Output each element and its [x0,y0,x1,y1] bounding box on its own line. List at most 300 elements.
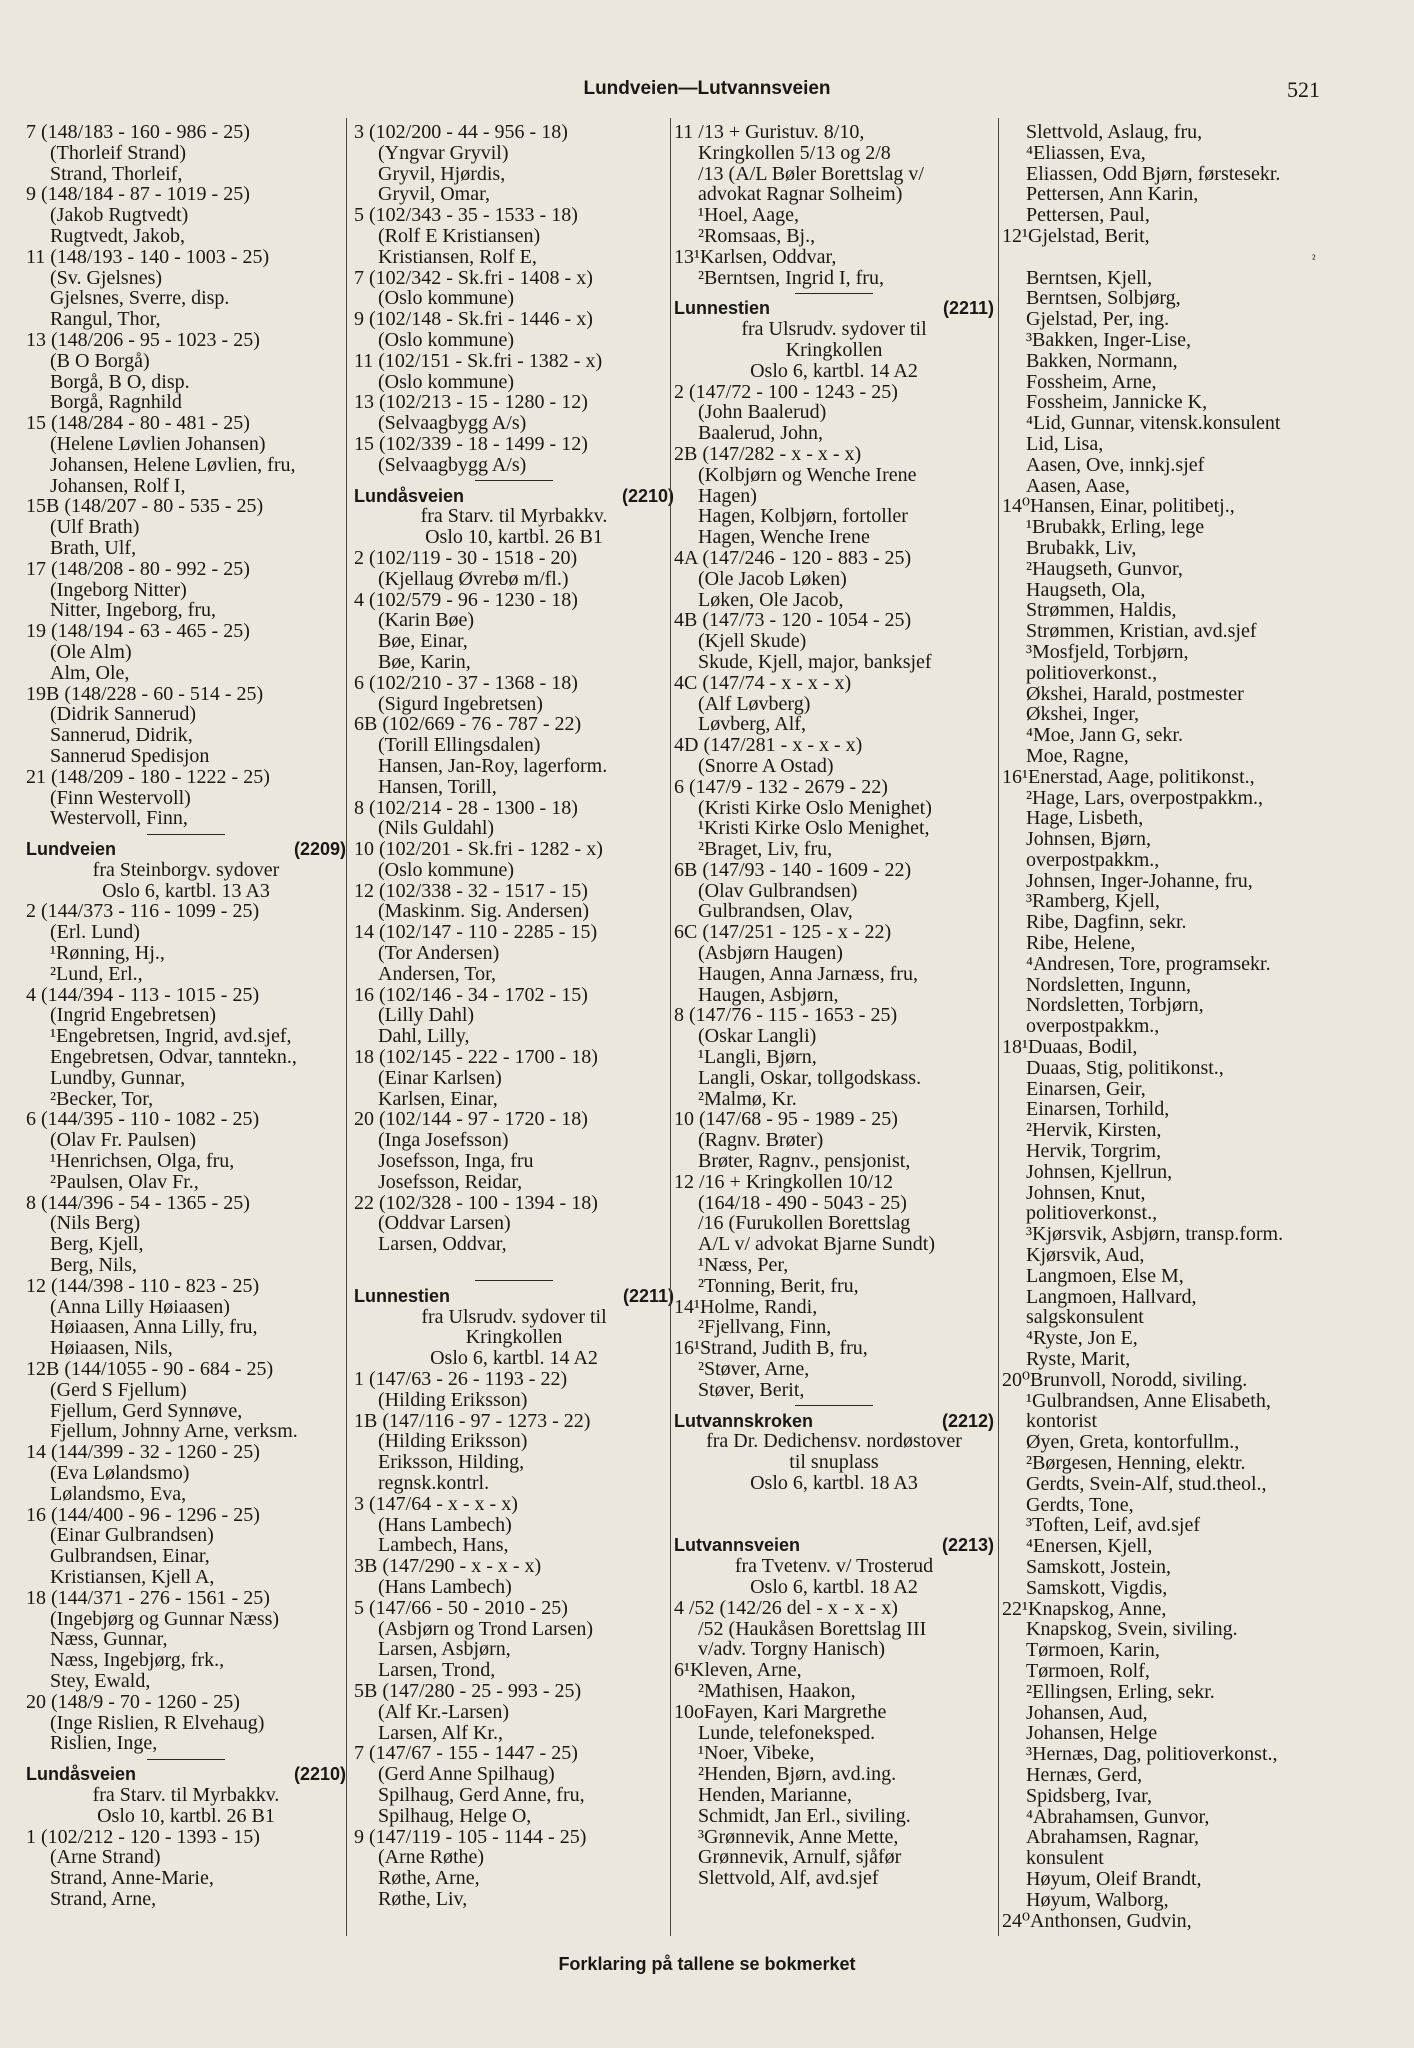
street-description: Kringkollen [785,338,883,361]
resident-line: Ribe, Dagfinn, sekr. [1026,911,1187,934]
resident-line: Westervoll, Finn, [50,807,188,830]
resident-line: Løvberg, Alf, [698,713,806,736]
address-entry: 19 (148/194 - 63 - 465 - 25) [26,620,250,643]
resident-line: overpostpakkm., [1026,1015,1160,1038]
address-entry: 22 (102/328 - 100 - 1394 - 18) [354,1191,598,1214]
resident-line: ⁴Ryste, Jon E, [1026,1327,1138,1350]
address-entry: 24⁰Anthonsen, Gudvin, [1002,1909,1192,1932]
address-entry: 12 (102/338 - 32 - 1517 - 15) [354,879,588,902]
resident-line: Berntsen, Kjell, [1026,266,1153,289]
resident-line: (Ragnv. Brøter) [698,1129,824,1152]
section-divider [354,1276,674,1286]
street-heading [26,839,346,860]
resident-line: Røthe, Arne, [378,1867,480,1890]
street-description: fra Dr. Dedichensv. nordøstover [706,1430,962,1453]
resident-line: Hansen, Jan-Roy, lagerform. [378,754,608,777]
resident-line: Johnsen, Inger-Johanne, fru, [1026,869,1253,892]
resident-line: Schmidt, Jan Erl., siviling. [698,1804,911,1827]
resident-line: Gulbrandsen, Olav, [698,900,853,923]
resident-line: (Selvaagbygg A/s) [378,412,527,435]
resident-line: kontorist [1026,1410,1098,1433]
resident-line: Høyum, Walborg, [1026,1888,1169,1911]
street-name: Lunnestien [674,298,771,319]
resident-line: Hagen, Kolbjørn, fortoller [698,505,908,528]
street-code: (2211) [942,298,994,319]
column-1 [26,122,346,1910]
page-number: 521 [1287,77,1320,102]
resident-line: (Hans Lambech) [378,1513,512,1536]
address-entry: 12¹Gjelstad, Berit, [1002,224,1150,247]
street-code: (2211) [622,1285,674,1306]
address-entry: 9 (147/119 - 105 - 1144 - 25) [354,1825,587,1848]
page-header [0,78,1414,104]
resident-line: (Oskar Langli) [698,1025,817,1048]
resident-line: Johnsen, Bjørn, [1026,828,1151,851]
resident-line: Gryvil, Omar, [378,183,490,206]
section-divider [26,1754,346,1764]
resident-line: (Jakob Rugtvedt) [50,204,189,227]
resident-line: Larsen, Oddvar, [378,1233,507,1256]
resident-line: Berg, Nils, [50,1254,137,1277]
resident-line: Langli, Oskar, tollgodskass. [698,1066,922,1089]
resident-line: (Didrik Sannerud) [50,703,197,726]
address-entry: 18 (144/371 - 276 - 1561 - 25) [26,1586,270,1609]
resident-line: (Ingeborg Nitter) [50,578,187,601]
resident-line: Gulbrandsen, Einar, [50,1545,210,1568]
address-entry: 1 (147/63 - 26 - 1193 - 22) [354,1368,568,1391]
address-entry: 5B (147/280 - 25 - 993 - 25) [354,1679,582,1702]
resident-line: (Gerd S Fjellum) [50,1378,187,1401]
address-entry: 4A (147/246 - 120 - 883 - 25) [674,546,912,569]
resident-line: ²Hervik, Kirsten, [1026,1119,1162,1142]
resident-line: Nordsletten, Torbjørn, [1026,994,1204,1017]
resident-line: Rangul, Thor, [50,308,161,331]
street-description: Oslo 6, kartbl. 14 A2 [750,359,918,382]
street-description: fra Steinborgv. sydover [92,858,280,881]
address-entry: 11 /13 + Guristuv. 8/10, [674,121,865,143]
address-entry: 18¹Duaas, Bodil, [1002,1036,1138,1059]
resident-line: Støver, Berit, [698,1378,805,1401]
resident-line: politioverkonst., [1026,661,1158,684]
resident-line: Kristiansen, Kjell A, [50,1565,215,1588]
resident-line: (Hans Lambech) [378,1575,512,1598]
resident-line: Spilhaug, Helge O, [378,1804,532,1827]
resident-line: Gjelstad, Per, ing. [1026,308,1170,331]
column-4 [1002,122,1322,1931]
resident-line: (Oslo kommune) [378,287,515,310]
resident-line: Hansen, Torill, [378,775,497,798]
resident-line: (Snorre A Ostad) [698,754,834,777]
resident-line: ³Kjørsvik, Asbjørn, transp.form. [1026,1223,1284,1246]
resident-line: (Eva Lølandsmo) [50,1462,190,1484]
column-divider [998,118,999,1936]
resident-line: (Hilding Eriksson) [378,1430,528,1453]
resident-line: ¹Noer, Vibeke, [698,1742,815,1765]
resident-line: Slettvold, Alf, avd.sjef [698,1867,879,1890]
address-entry: 15 (102/339 - 18 - 1499 - 12) [354,432,588,455]
resident-line: Lid, Lisa, [1026,432,1104,455]
resident-line: Samskott, Jostein, [1026,1555,1172,1578]
street-code: (2209) [293,839,346,860]
address-entry: 9 (148/184 - 87 - 1019 - 25) [26,183,250,206]
street-code: (2210) [293,1764,346,1785]
street-description: Oslo 6, kartbl. 18 A2 [750,1575,918,1598]
resident-line: (Einar Karlsen) [378,1066,502,1089]
resident-line: ¹Rønning, Hj., [50,942,165,965]
resident-line: ²Henden, Bjørn, avd.ing. [698,1763,897,1786]
resident-line: Johansen, Aud, [1026,1701,1148,1724]
address-entry: 15 (148/284 - 80 - 481 - 25) [26,412,250,435]
resident-line: (Alf Løvberg) [698,692,811,715]
resident-line: Strømmen, Kristian, avd.sjef [1026,620,1257,643]
resident-line: (Oslo kommune) [378,858,515,881]
street-description: fra Ulsrudv. sydover til [741,318,927,341]
street-description: Oslo 6, kartbl. 14 A2 [430,1347,598,1370]
resident-line: Bøe, Einar, [378,630,468,653]
resident-line: ¹Brubakk, Erling, lege [1026,516,1205,539]
resident-line: A/L v/ advokat Bjarne Sundt) [698,1233,935,1256]
resident-line: ³Toften, Leif, avd.sjef [1026,1514,1200,1537]
address-entry: 10oFayen, Kari Margrethe [674,1700,887,1723]
address-entry: 21 (148/209 - 180 - 1222 - 25) [26,765,270,788]
resident-line: ²Hage, Lars, overpostpakkm., [1026,786,1264,809]
resident-line: Einarsen, Torhild, [1026,1098,1170,1121]
resident-line: Lambech, Hans, [378,1534,509,1557]
resident-line: Haugseth, Ola, [1026,578,1146,601]
resident-line: (Kristi Kirke Oslo Menighet) [698,796,932,819]
resident-line: Borgå, Ragnhild [50,391,182,414]
resident-line: ²Braget, Liv, fru, [698,838,833,861]
address-entry: 6B (147/93 - 140 - 1609 - 22) [674,858,912,881]
resident-line: (Tor Andersen) [378,942,500,965]
resident-line: Brøter, Ragnv., pensjonist, [698,1150,911,1173]
address-entry: 10 (102/201 - Sk.fri - 1282 - x) [354,838,603,861]
resident-line: ¹Gulbrandsen, Anne Elisabeth, [1026,1389,1271,1412]
resident-line: Johansen, Helge [1026,1722,1158,1745]
resident-line: Andersen, Tor, [378,962,496,985]
street-heading [354,486,674,507]
resident-line: (Inga Josefsson) [378,1129,509,1152]
resident-line: Ribe, Helene, [1026,932,1136,955]
resident-line: Nordsletten, Ingunn, [1026,973,1191,996]
resident-line: Strand, Arne, [50,1887,157,1910]
column-divider [346,118,347,1936]
resident-line: (Kjell Skude) [698,630,807,653]
address-entry: 19B (148/228 - 60 - 514 - 25) [26,682,264,705]
resident-line: ¹Engebretsen, Ingrid, avd.sjef, [50,1025,292,1048]
resident-line: (Nils Guldahl) [378,817,495,840]
address-entry: 14 (144/399 - 32 - 1260 - 25) [26,1441,260,1464]
address-entry: 2 (144/373 - 116 - 1099 - 25) [26,900,260,923]
resident-line: ²Paulsen, Olav Fr., [50,1170,199,1193]
address-entry: 3 (102/200 - 44 - 956 - 18) [354,121,568,143]
resident-line: Stey, Ewald, [50,1669,151,1692]
address-entry: 7 (102/342 - Sk.fri - 1408 - x) [354,266,593,289]
column-2 [354,122,674,1910]
address-entry: 14¹Holme, Randi, [674,1295,818,1318]
address-entry: 4 (144/394 - 113 - 1015 - 25) [26,983,260,1006]
resident-line: Baalerud, John, [698,422,823,445]
address-entry: 15B (148/207 - 80 - 535 - 25) [26,495,264,518]
resident-line: ³Bakken, Inger-Lise, [1026,328,1191,351]
address-entry: 6B (102/669 - 76 - 787 - 22) [354,713,582,736]
resident-line: Langmoen, Else M, [1026,1264,1184,1287]
street-code: (2212) [941,1410,994,1431]
resident-line: Aasen, Aase, [1026,474,1130,497]
resident-line: Alm, Ole, [50,661,130,684]
resident-line: ⁴Abrahamsen, Gunvor, [1026,1805,1210,1828]
resident-line: (Hilding Eriksson) [378,1388,528,1411]
spacer [354,1255,674,1276]
resident-line: Økshei, Inger, [1026,703,1140,726]
resident-line: Larsen, Asbjørn, [378,1638,511,1661]
address-entry: 8 (144/396 - 54 - 1365 - 25) [26,1191,250,1214]
street-heading [674,298,994,319]
resident-line: Rislien, Inge, [50,1732,158,1755]
resident-line: Høiaasen, Nils, [50,1337,173,1360]
resident-line: Høyum, Oleif Brandt, [1026,1867,1202,1890]
resident-line: (Thorleif Strand) [50,141,187,164]
resident-line: Ryste, Marit, [1026,1348,1131,1371]
margin-mark: ² [1312,252,1316,266]
resident-line: Johansen, Helene Løvlien, fru, [50,453,296,476]
address-entry: 16¹Strand, Judith B, fru, [674,1337,868,1360]
resident-line: Røthe, Liv, [378,1887,468,1910]
street-description: fra Ulsrudv. sydover til [421,1305,607,1328]
address-entry: 22¹Knapskog, Anne, [1002,1597,1167,1620]
address-entry: 1B (147/116 - 97 - 1273 - 22) [354,1409,591,1432]
resident-line: Slettvold, Aslaug, fru, [1026,121,1203,143]
address-entry: 7 (148/183 - 160 - 986 - 25) [26,121,250,143]
resident-line: ²Haugseth, Gunvor, [1026,557,1183,580]
resident-line: (Erl. Lund) [50,921,140,944]
resident-line: (Asbjørn Haugen) [698,942,843,965]
resident-line: (Alf Kr.-Larsen) [378,1700,510,1723]
resident-line: Bakken, Normann, [1026,349,1178,372]
resident-line: ²Mathisen, Haakon, [698,1679,856,1702]
street-heading [674,1411,994,1432]
address-entry: 9 (102/148 - Sk.fri - 1446 - x) [354,308,593,331]
resident-line: Strand, Thorleif, [50,162,183,185]
resident-line: Haugen, Asbjørn, [698,983,839,1006]
address-entry: 5 (147/66 - 50 - 2010 - 25) [354,1596,568,1619]
street-heading [26,1764,346,1785]
resident-line: (Rolf E Kristiansen) [378,224,541,247]
resident-line: (Maskinm. Sig. Andersen) [378,900,590,923]
resident-line: ⁴Andresen, Tore, programsekr. [1026,952,1271,975]
resident-line: Eriksson, Hilding, [378,1451,525,1474]
resident-line: Samskott, Vigdis, [1026,1576,1168,1599]
address-entry: 1 (102/212 - 120 - 1393 - 15) [26,1825,260,1848]
resident-line: Løken, Ole Jacob, [698,588,844,611]
column-divider [670,118,671,1936]
resident-line: (Ole Jacob Løken) [698,567,847,590]
address-entry: 12 (144/398 - 110 - 823 - 25) [26,1274,260,1297]
section-divider [674,1401,994,1411]
address-entry: 4D (147/281 - x - x - x) [674,734,863,757]
section-divider [354,476,674,486]
address-entry: 11 (102/151 - Sk.fri - 1382 - x) [354,349,603,372]
resident-line: ³Grønnevik, Anne Mette, [698,1825,899,1848]
resident-line: (Sv. Gjelsnes) [50,266,163,289]
address-entry: 8 (102/214 - 28 - 1300 - 18) [354,796,578,819]
resident-line: (Kjellaug Øvrebø m/fl.) [378,567,569,590]
resident-line: Strand, Anne-Marie, [50,1867,214,1890]
resident-line: (Karin Bøe) [378,609,475,632]
address-entry: 8 (147/76 - 115 - 1653 - 25) [674,1004,898,1027]
resident-line: ²Ellingsen, Erling, sekr. [1026,1680,1215,1703]
resident-line: Haugen, Anna Jarnæss, fru, [698,962,918,985]
address-entry: 3B (147/290 - x - x - x) [354,1555,542,1578]
resident-line: politioverkonst., [1026,1202,1158,1225]
resident-line: ²Støver, Arne, [698,1358,810,1381]
resident-line: Engebretsen, Odvar, tanntekn., [50,1046,297,1069]
address-entry: 14 (102/147 - 110 - 2285 - 15) [354,921,598,944]
address-entry: 13 (102/213 - 15 - 1280 - 12) [354,391,588,414]
resident-line: Abrahamsen, Ragnar, [1026,1826,1200,1849]
resident-line: (Asbjørn og Trond Larsen) [378,1617,593,1640]
resident-line: ²Malmø, Kr. [698,1087,797,1110]
resident-line: Rugtvedt, Jakob, [50,224,185,247]
resident-line: ²Børgesen, Henning, elektr. [1026,1452,1246,1474]
address-entry: 14⁰Hansen, Einar, politibetj., [1002,495,1235,518]
address-entry: 6 (102/210 - 37 - 1368 - 18) [354,671,578,694]
resident-line: Eliassen, Odd Bjørn, førstesekr. [1026,162,1281,185]
resident-line: Hervik, Torgrim, [1026,1140,1162,1163]
resident-line: ⁴Moe, Jann G, sekr. [1026,724,1183,747]
address-entry: 12B (144/1055 - 90 - 684 - 25) [26,1358,274,1381]
resident-line: Johnsen, Knut, [1026,1181,1146,1204]
resident-line: ¹Næss, Per, [698,1254,789,1277]
resident-line: Knapskog, Svein, siviling. [1026,1618,1238,1641]
address-entry: 6 (144/395 - 110 - 1082 - 25) [26,1108,260,1131]
resident-line: (Arne Strand) [50,1846,161,1869]
resident-line: Karlsen, Einar, [378,1087,498,1110]
resident-line: (Olav Fr. Paulsen) [50,1129,197,1152]
resident-line: konsulent [1026,1847,1104,1870]
address-entry: 2B (147/282 - x - x - x) [674,442,862,465]
address-entry: 3 (147/64 - x - x - x) [354,1492,518,1515]
resident-line: ²Lund, Erl., [50,962,143,985]
street-description: til snuplass [789,1451,879,1474]
resident-line: Nitter, Ingeborg, fru, [50,599,217,622]
resident-line: ²Fjellvang, Finn, [698,1316,832,1339]
address-entry: 20 (148/9 - 70 - 1260 - 25) [26,1690,240,1713]
resident-line: (Oslo kommune) [378,328,515,351]
resident-line: Sannerud, Didrik, [50,724,193,747]
resident-line: (Arne Røthe) [378,1846,485,1869]
resident-line: (John Baalerud) [698,401,827,424]
street-name: Lunnestien [354,1285,451,1306]
resident-line: Bøe, Karin, [378,650,471,673]
street-description: Kringkollen [465,1326,563,1349]
resident-line: (Ingebjørg og Gunnar Næss) [50,1607,280,1630]
spacer [1002,247,1322,268]
street-description: Oslo 6, kartbl. 18 A3 [750,1472,918,1494]
street-heading [674,1535,994,1556]
address-entry: 7 (147/67 - 155 - 1447 - 25) [354,1742,578,1765]
resident-line: Johnsen, Kjellrun, [1026,1160,1173,1183]
resident-line: ¹Kristi Kirke Oslo Menighet, [698,817,930,840]
address-entry: 20 (102/144 - 97 - 1720 - 18) [354,1108,588,1131]
resident-line: Spilhaug, Gerd Anne, fru, [378,1783,585,1806]
resident-line: v/adv. Torgny Hanisch) [698,1638,886,1661]
resident-line: Pettersen, Paul, [1026,204,1150,227]
resident-line: Spidsberg, Ivar, [1026,1784,1153,1807]
page-title: Lundveien—Lutvannsveien [583,78,831,99]
resident-line: Gerdts, Tone, [1026,1493,1134,1516]
street-name: Lutvannsveien [674,1535,801,1556]
address-entry: 6 (147/9 - 132 - 2679 - 22) [674,775,888,798]
address-entry: 16¹Enerstad, Aage, politikonst., [1002,765,1255,788]
street-description: fra Tvetenv. v/ Trosterud [734,1555,934,1578]
resident-line: Fossheim, Arne, [1026,370,1157,393]
address-entry: 16 (144/400 - 96 - 1296 - 25) [26,1503,260,1526]
resident-line: (B O Borgå) [50,349,150,372]
resident-line: (Kolbjørn og Wenche Irene [698,463,917,486]
resident-line: Borgå, B O, disp. [50,370,190,393]
resident-line: Hagen) [698,484,757,507]
address-entry: 18 (102/145 - 222 - 1700 - 18) [354,1046,598,1069]
resident-line: Brubakk, Liv, [1026,536,1137,559]
resident-line: (Olav Gulbrandsen) [698,879,858,902]
resident-line: Sannerud Spedisjon [50,744,210,767]
address-entry: 20⁰Brunvoll, Norodd, siviling. [1002,1368,1248,1391]
resident-line: ²Berntsen, Ingrid I, fru, [698,266,884,289]
resident-line: Larsen, Trond, [378,1659,496,1682]
resident-line: regnsk.kontrl. [378,1472,490,1494]
resident-line: (Yngvar Gryvil) [378,141,509,164]
resident-line: (Oddvar Larsen) [378,1212,511,1235]
street-description: fra Starv. til Myrbakkv. [420,505,608,528]
resident-line: Næss, Ingebjørg, frk., [50,1649,225,1672]
resident-line: Tørmoen, Rolf, [1026,1659,1150,1682]
resident-line: Pettersen, Ann Karin, [1026,183,1199,206]
column-3 [674,122,994,1889]
address-entry: 4B (147/73 - 120 - 1054 - 25) [674,609,912,632]
resident-line: Hage, Lisbeth, [1026,807,1144,830]
resident-line: Berntsen, Solbjørg, [1026,287,1181,310]
resident-line: Johansen, Rolf I, [50,474,186,497]
resident-line: Kristiansen, Rolf E, [378,245,537,268]
resident-line: ²Becker, Tor, [50,1087,154,1110]
resident-line: /13 (A/L Bøler Borettslag v/ [698,162,924,185]
address-entry: 4C (147/74 - x - x - x) [674,671,852,694]
resident-line: Næss, Gunnar, [50,1628,168,1651]
resident-line: Fjellum, Gerd Synnøve, [50,1399,243,1422]
resident-line: (Torill Ellingsdalen) [378,734,541,757]
street-name: Lundveien [26,839,117,860]
section-divider [674,288,994,298]
resident-line: (Einar Gulbrandsen) [50,1524,214,1547]
street-name: Lundåsveien [26,1764,137,1785]
address-entry: 13 (148/206 - 95 - 1023 - 25) [26,328,260,351]
resident-line: Josefsson, Inga, fru [378,1150,534,1173]
resident-line: Øyen, Greta, kontorfullm., [1026,1431,1240,1454]
resident-line: /52 (Haukåsen Borettslag III [698,1617,927,1640]
resident-line: Kringkollen 5/13 og 2/8 [698,141,891,164]
address-entry: 6C (147/251 - 125 - x - 22) [674,921,892,944]
resident-line: Einarsen, Geir, [1026,1077,1146,1100]
resident-line: Gryvil, Hjørdis, [378,162,506,185]
resident-line: ¹Henrichsen, Olga, fru, [50,1150,235,1173]
resident-line: (Helene Løvlien Johansen) [50,432,266,455]
resident-line: ³Mosfjeld, Torbjørn, [1026,640,1189,663]
resident-line: ⁴Lid, Gunnar, vitensk.konsulent [1026,412,1281,435]
resident-line: overpostpakkm., [1026,848,1160,871]
address-entry: 2 (102/119 - 30 - 1518 - 20) [354,546,578,569]
resident-line: (Lilly Dahl) [378,1004,475,1027]
